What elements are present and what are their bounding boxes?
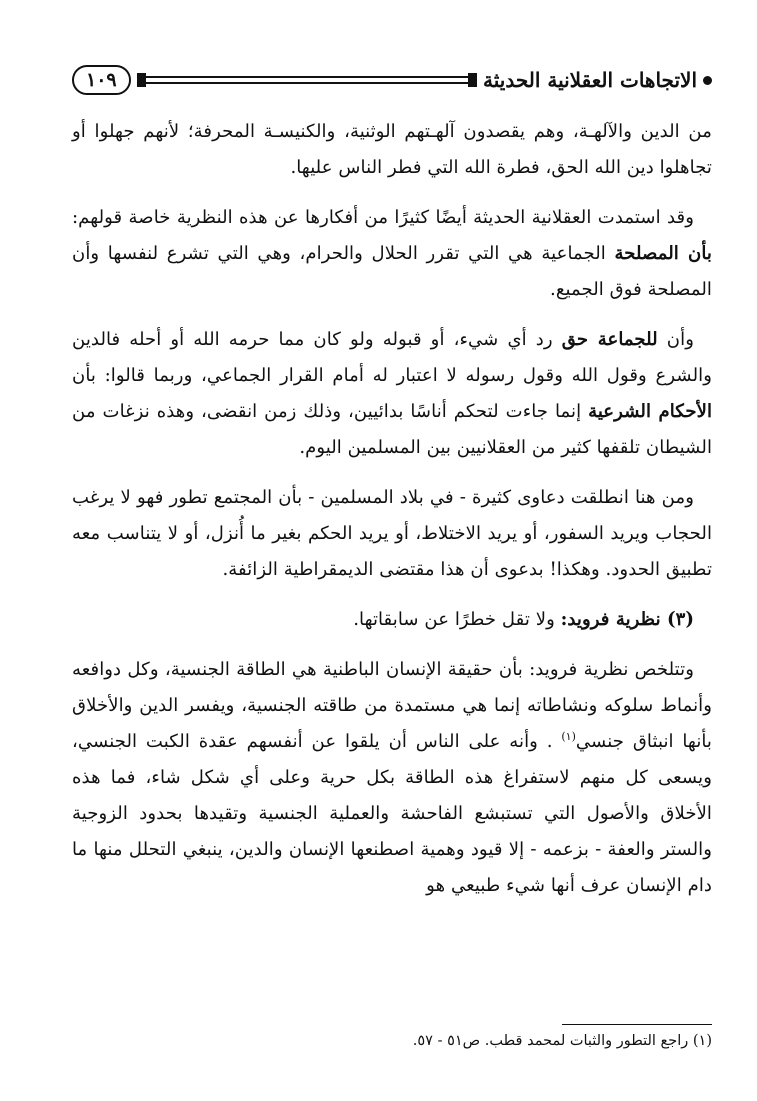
- running-title: [483, 68, 712, 92]
- paragraph: [72, 200, 712, 308]
- section-heading-label: (٣) نظرية فرويد:: [560, 609, 694, 630]
- rule-block-left: [137, 73, 146, 87]
- paragraph-text: وأن: [666, 329, 694, 350]
- paragraph-text: رد أي شيء، أو قبوله ولو كان مما حرمه الله أو أحله فالدين والشرع وقول الله وقول رسوله لا اعتبار له أمام القرار الجماعي، وربما قالوا: بأن: [72, 329, 712, 386]
- rule-double-line: [146, 76, 468, 84]
- header-rule: [137, 72, 477, 88]
- paragraph-text: من الدين والآلهـة، وهم يقصدون آلهـتهم الوثنية، والكنيسـة المحرفة؛ لأنهم جهلوا أو تجاهلوا دين الله الحق، فطرة الله التي فطر الناس عليها.: [72, 121, 712, 178]
- paragraph: [72, 114, 712, 186]
- bold-phrase: بأن المصلحة: [614, 243, 712, 264]
- body-text: [72, 114, 712, 904]
- paragraph-text: وتتلخص نظرية فرويد: بأن حقيقة الإنسان الباطنية هي الطاقة الجنسية، وكل دوافعه وأنماط سلوكه ونشاطاته إنما هي مستمدة من طاقته الجنسية، ويفسر الدين والأخلاق بأنها انبثاق جنسي: [72, 659, 712, 752]
- paragraph-text: ومن هنا انطلقت دعاوى كثيرة - في بلاد المسلمين - بأن المجتمع تطور فهو لا يرغب الحجاب ويريد السفور، أو يريد الاختلاط، أو يريد الحكم بغير ما أُنزل، أو لا يتناسب معه تطبيق الحدود. وهكذا! بدعوى أن هذا مقتضى الديمقراطية الزائفة.: [72, 487, 712, 580]
- footnote: (١) راجع التطور والثبات لمحمد قطب. ص٥١ - ٥٧.: [412, 1033, 712, 1049]
- bold-phrase: للجماعة حق: [561, 329, 658, 350]
- footnote-marker: (١): [561, 729, 576, 743]
- running-title-text: الاتجاهات العقلانية الحديثة: [483, 68, 697, 92]
- page-number: ١٠٩: [72, 65, 131, 95]
- paragraph: [72, 480, 712, 588]
- footnote-divider: [562, 1024, 712, 1025]
- paragraph-text: وقد استمدت العقلانية الحديثة أيضًا كثيرًا من أفكارها عن هذه النظرية خاصة قولهم:: [72, 207, 694, 228]
- rule-block-right: [468, 73, 477, 87]
- paragraph-text: الجماعية هي التي تقرر الحلال والحرام، وهي التي تشرع لنفسها وأن المصلحة فوق الجميع.: [72, 243, 712, 300]
- book-page: [72, 58, 712, 1078]
- paragraph: [72, 652, 712, 904]
- paragraph: [72, 322, 712, 466]
- bold-phrase: الأحكام الشرعية: [588, 401, 712, 422]
- paragraph-text: إنما جاءت لتحكم أناسًا بدائيين، وذلك زمن انقضى، وهذه نزغات من الشيطان تلقفها كثير من العقلانيين بين المسلمين اليوم.: [72, 401, 712, 458]
- page-header: [72, 58, 712, 102]
- section-heading-text: ولا تقل خطرًا عن سابقاتها.: [353, 609, 555, 630]
- section-heading: [72, 602, 712, 638]
- paragraph-text: . وأنه على الناس أن يلقوا عن أنفسهم عقدة الكبت الجنسي، ويسعى كل منهم لاستفراغ هذه الطاقة بكل حرية وعلى أي شكل شاء، فما هذه الأخلاق والأصول التي تستبشع الفاحشة والعملية الجنسية وتقيدها بحدود الزوجية والستر والعفة - بزعمه - إلا قيود وهمية اصطنعها الإنسان والدين، ينبغي التحلل منها ما دام الإنسان عرف أنها شيء طبيعي هو: [72, 731, 712, 896]
- bullet-icon: [703, 76, 712, 85]
